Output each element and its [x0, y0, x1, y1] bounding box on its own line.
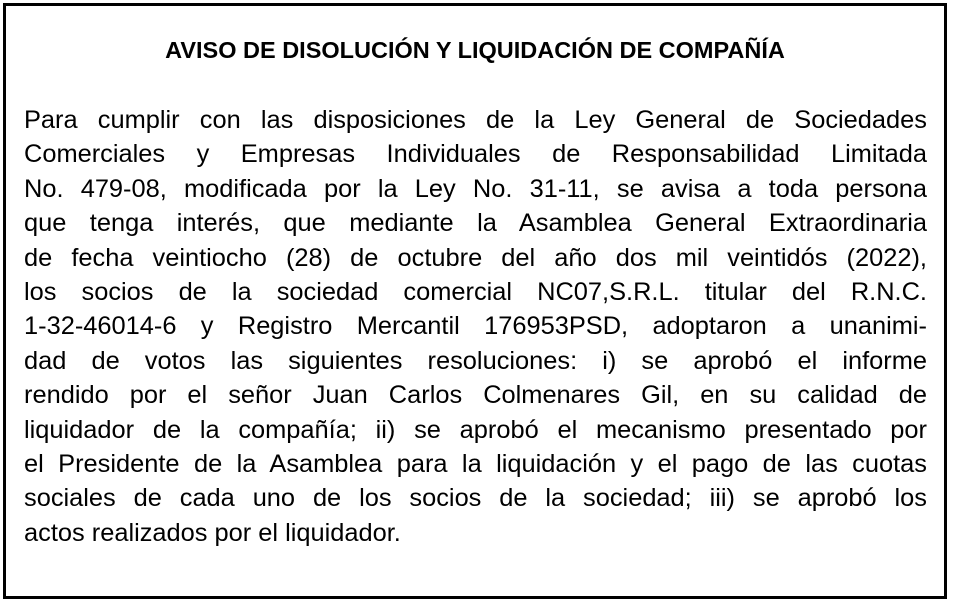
body-line-last: actos realizados por el liquidador. [24, 518, 401, 547]
notice-box [3, 3, 947, 599]
body-line: sociales de cada uno de los socios de la sociedad; iii) se aprobó los [24, 484, 927, 513]
body-line: No. 479-08, modificada por la Ley No. 31-11, se avisa a toda persona [24, 174, 927, 203]
body-line: rendido por el señor Juan Carlos Colmenares Gil, en su calidad de [24, 381, 927, 410]
body-line: liquidador de la compañía; ii) se aprobó el mecanismo presentado por [24, 415, 927, 444]
body-line: el Presidente de la Asamblea para la liquidación y el pago de las cuotas [24, 449, 927, 478]
body-line: que tenga interés, que mediante la Asamblea General Extraordinaria [24, 209, 927, 238]
notice-body [24, 103, 927, 550]
body-line: los socios de la sociedad comercial NC07,S.R.L. titular del R.N.C. [24, 277, 927, 306]
body-line: de fecha veintiocho (28) de octubre del año dos mil veintidós (2022), [24, 243, 927, 272]
body-line: dad de votos las siguientes resoluciones: i) se aprobó el informe [24, 346, 927, 375]
body-line: 1-32-46014-6 y Registro Mercantil 176953PSD, adoptaron a unanimi- [24, 312, 927, 341]
body-line: Comerciales y Empresas Individuales de Responsabilidad Limitada [24, 140, 927, 169]
notice-title: AVISO DE DISOLUCIÓN Y LIQUIDACIÓN DE COMPAÑÍA [165, 37, 785, 63]
body-line: Para cumplir con las disposiciones de la Ley General de Sociedades [24, 106, 927, 134]
